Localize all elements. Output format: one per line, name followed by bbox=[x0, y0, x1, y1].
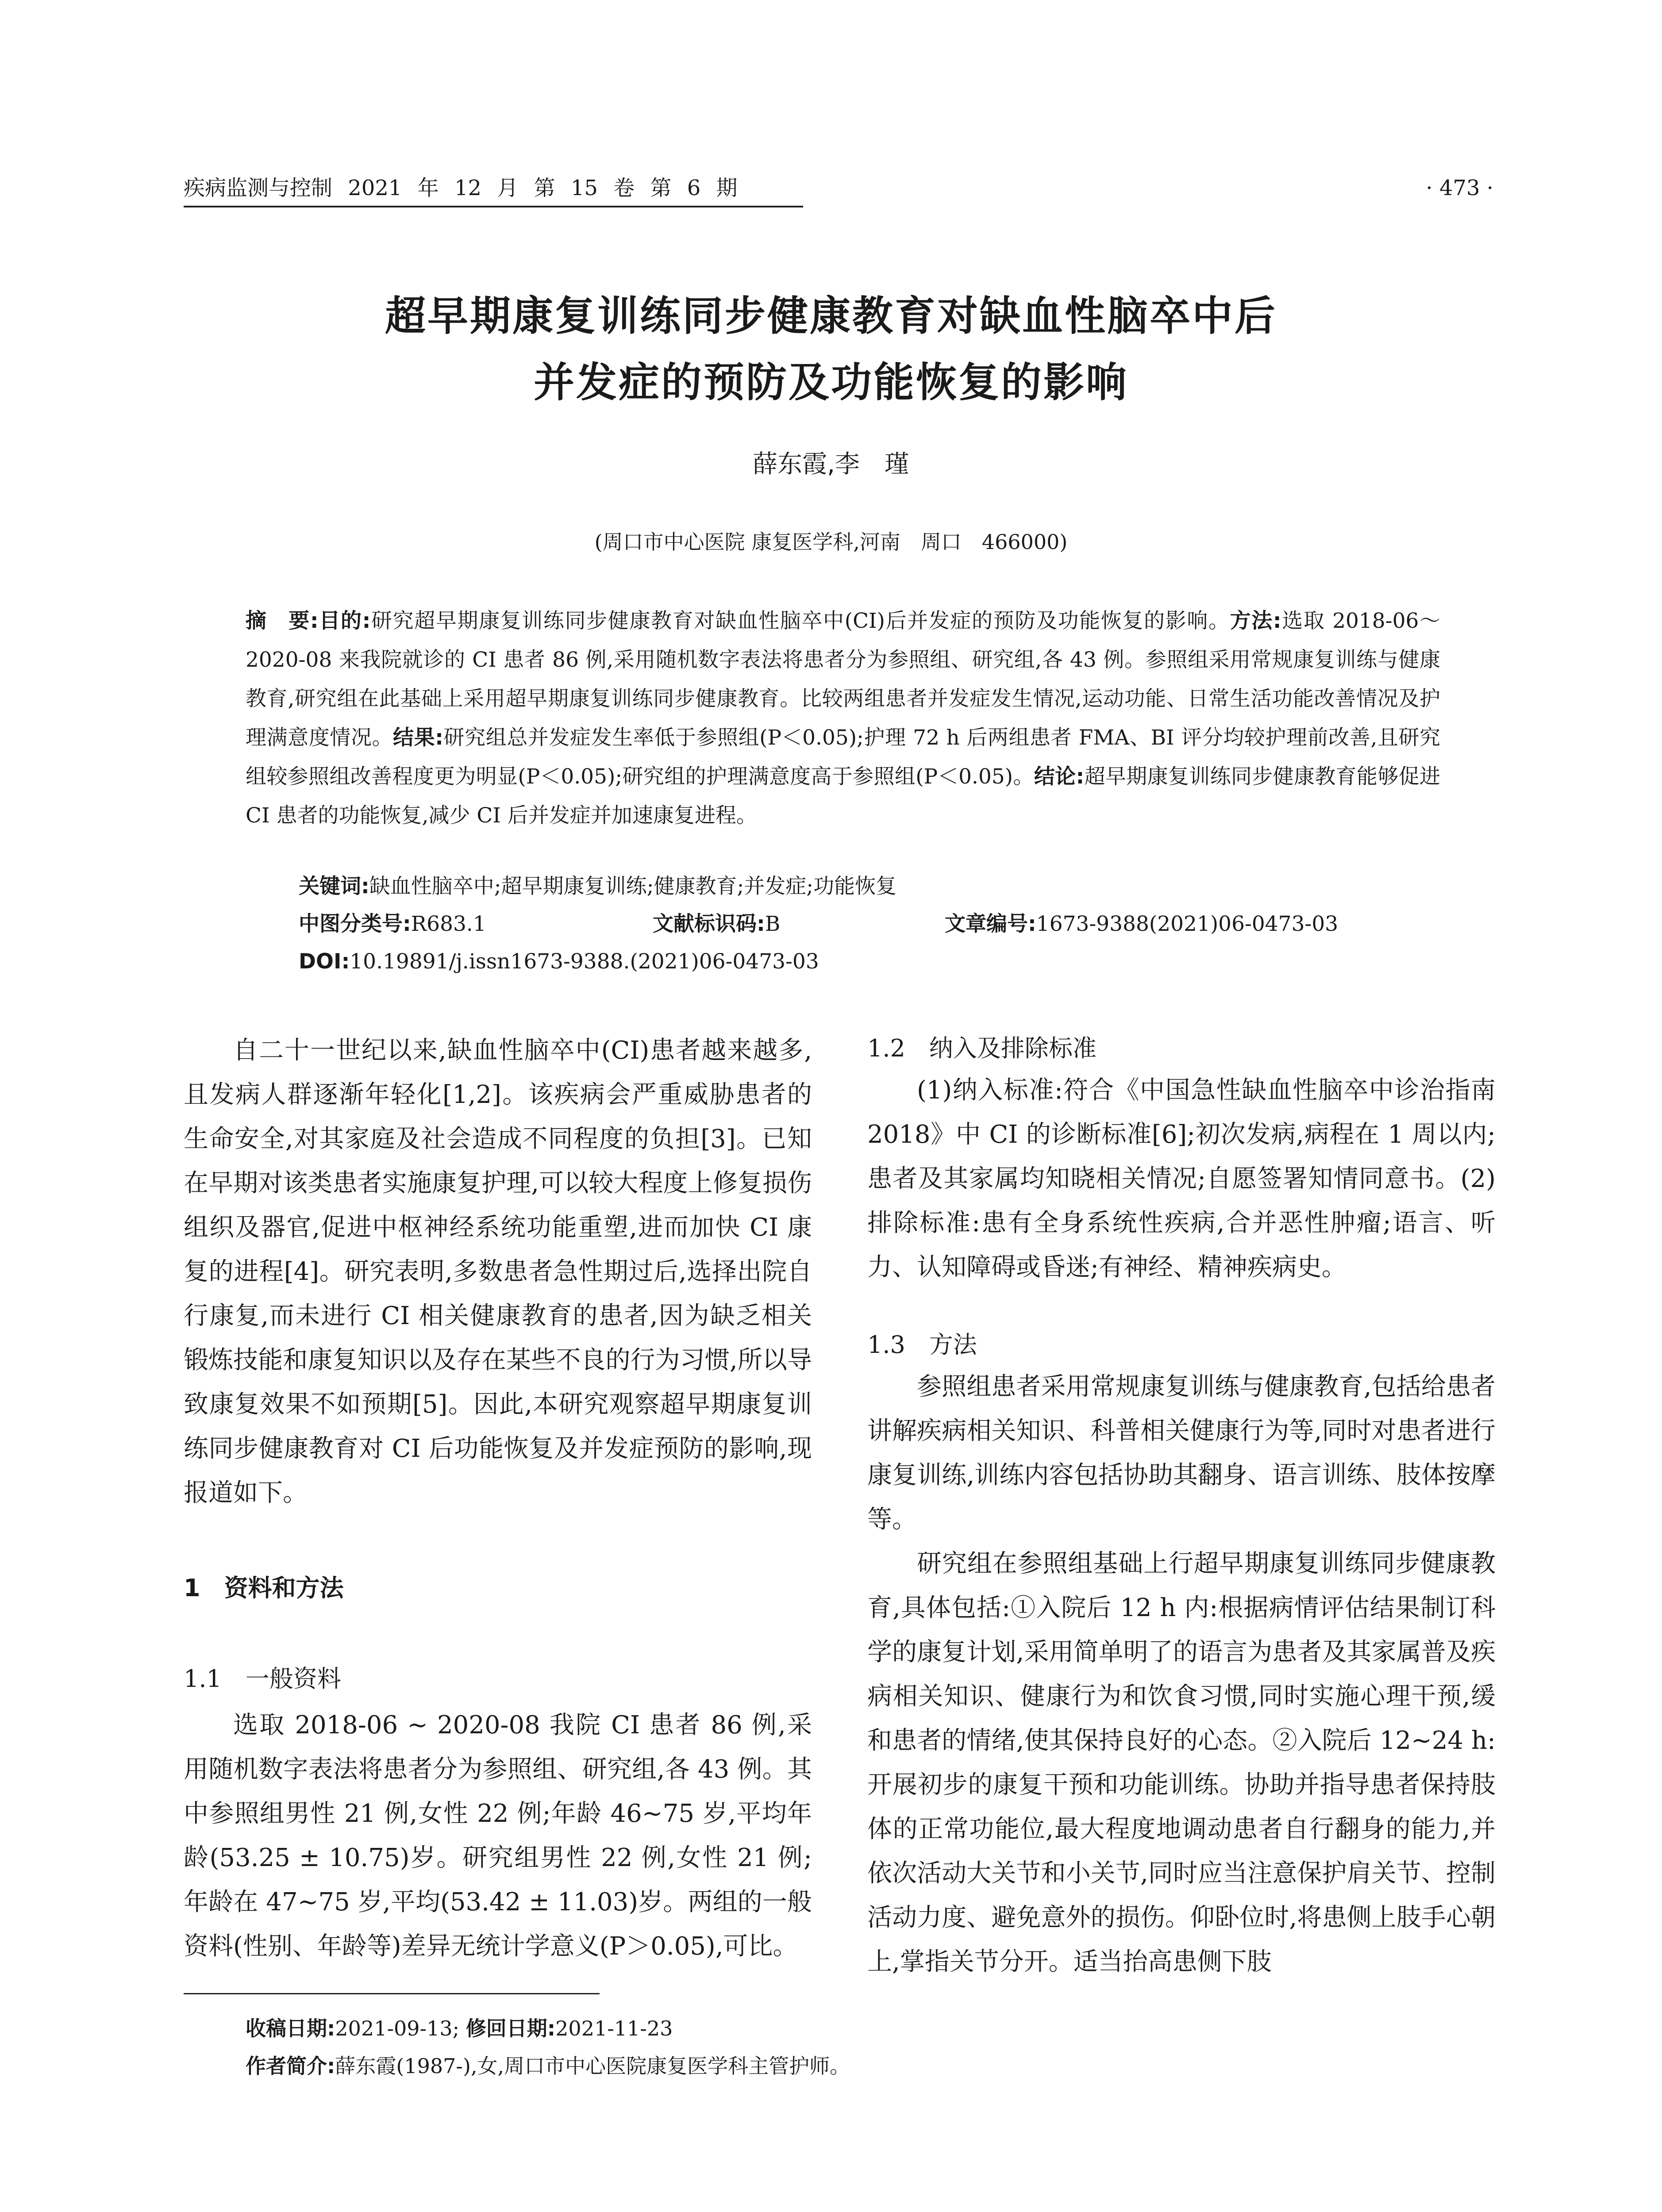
document-code bbox=[653, 905, 780, 944]
journal-info bbox=[184, 175, 803, 207]
authors: 薛东霞,李 瑾 bbox=[753, 450, 909, 479]
methods-paragraphs bbox=[867, 1365, 1496, 1984]
affiliation: (周口市中心医院 康复医学科,河南 周口 466000) bbox=[594, 530, 1068, 554]
general-data-paragraph bbox=[184, 1703, 812, 1969]
doi bbox=[299, 942, 819, 981]
subsection-heading-1-2: 1.2 纳入及排除标准 bbox=[867, 1034, 1096, 1062]
issue-date: 2021 年 12 月 bbox=[348, 176, 519, 200]
conclusion-text: 超早期康复训练同步健康教育能够促进 CI 患者的功能恢复,减少 CI 后并发症并加速康复进程。 bbox=[246, 764, 1440, 828]
intro-paragraph bbox=[184, 1029, 812, 1515]
page-number: · 473 · bbox=[1426, 176, 1493, 200]
received-date: 2021-09-13; bbox=[335, 2016, 460, 2040]
doi-label: DOI: bbox=[299, 949, 350, 974]
title-line-2: 并发症的预防及功能恢复的影响 bbox=[533, 359, 1128, 406]
objective-label: 目的: bbox=[318, 609, 371, 633]
results-text: 研究组总并发症发生率低于参照组(P＜0.05);护理 72 h 后两组患者 FMA、BI 评分均较护理前改善,且研究组较参照组改善程度更为明显(P＜0.05);研究组的护理满意度高于参照组(P＜0.05)。 bbox=[246, 726, 1441, 789]
abstract bbox=[246, 602, 1440, 835]
keywords-text: 缺血性脑卒中;超早期康复训练;健康教育;并发症;功能恢复 bbox=[369, 874, 897, 899]
article-no-label: 文章编号: bbox=[945, 912, 1036, 936]
section-heading-1: 1 资料和方法 bbox=[184, 1574, 344, 1602]
article-no-value: 1673-9388(2021)06-0473-03 bbox=[1036, 912, 1339, 936]
article-number bbox=[945, 905, 1338, 944]
abstract-label: 摘 要: bbox=[246, 609, 319, 633]
general-data-text: 选取 2018-06 ~ 2020-08 我院 CI 患者 86 例,采用随机数字表法将患者分为参照组、研究组,各 43 例。其中参照组男性 21 例,女性 22 例;年龄 46~75 岁,平均年龄(53.25 ± 10.75)岁。研究组男性 22 例,女性 21 例;年龄在 47~75 岁,平均(53.42 ± 11.03)岁。两组的一般资料(性别、年龄等)差异无统计学意义(P＞0.05),可比。 bbox=[184, 1711, 812, 1961]
objective-text: 研究超早期康复训练同步健康教育对缺血性脑卒中(CI)后并发症的预防及功能恢复的影响。 bbox=[370, 609, 1230, 633]
volume: 第 15 卷 bbox=[534, 176, 635, 200]
running-header bbox=[184, 175, 1493, 215]
received-dates bbox=[246, 2011, 673, 2046]
doc-code-value: B bbox=[765, 912, 781, 936]
criteria-text: (1)纳入标准:符合《中国急性缺血性脑卒中诊治指南 2018》中 CI 的诊断标准[6];初次发病,病程在 1 周以内;患者及其家属均知晓相关情况;自愿签署知情同意书。(2)排除标准:患有全身系统性疾病,合并恶性肿瘤;语言、听力、认知障碍或昏迷;有神经、精神疾病史。 bbox=[867, 1076, 1496, 1282]
article-metadata bbox=[299, 905, 1440, 944]
criteria-paragraph bbox=[867, 1068, 1496, 1290]
author-bio-text: 薛东霞(1987-),女,周口市中心医院康复医学科主管护师。 bbox=[335, 2054, 850, 2078]
classification bbox=[299, 905, 486, 944]
journal-name: 疾病监测与控制 bbox=[184, 176, 333, 200]
intro-text: 自二十一世纪以来,缺血性脑卒中(CI)患者越来越多,且发病人群逐渐年轻化[1,2]。该疾病会严重威胁患者的生命安全,对其家庭及社会造成不同程度的负担[3]。已知在早期对该类患者实施康复护理,可以较大程度上修复损伤组织及器官,促进中枢神经系统功能重塑,进而加快 CI 康复的进程[4]。研究表明,多数患者急性期过后,选择出院自行康复,而未进行 CI 相关健康教育的患者,因为缺乏相关锻炼技能和康复知识以及存在某些不良的行为习惯,所以导致康复效果不如预期[5]。因此,本研究观察超早期康复训练同步健康教育对 CI 后功能恢复及并发症预防的影响,现报道如下。 bbox=[184, 1036, 812, 1507]
keywords-label: 关键词: bbox=[299, 874, 369, 899]
doi-value: 10.19891/j.issn1673-9388.(2021)06-0473-03 bbox=[350, 949, 819, 974]
footnote-divider bbox=[184, 1993, 600, 1994]
received-label: 收稿日期: bbox=[246, 2016, 335, 2040]
issue: 第 6 期 bbox=[650, 176, 738, 200]
conclusion-label: 结论: bbox=[1034, 764, 1085, 789]
article-title bbox=[0, 283, 1662, 416]
classification-label: 中图分类号: bbox=[299, 912, 411, 936]
revised-date: 2021-11-23 bbox=[555, 2016, 673, 2040]
methods-text: 选取 2018-06～2020-08 来我院就诊的 CI 患者 86 例,采用随机数字表法将患者分为参照组、研究组,各 43 例。参照组采用常规康复训练与健康教育,研究组在此基础上采用超早期康复训练同步健康教育。比较两组患者并发症发生情况,运动功能、日常生活功能改善情况及护理满意度情况。 bbox=[246, 609, 1441, 750]
title-line-1: 超早期康复训练同步健康教育对缺血性脑卒中后 bbox=[385, 292, 1277, 340]
revised-label: 修回日期: bbox=[466, 2016, 556, 2040]
subsection-heading-1-3: 1.3 方法 bbox=[867, 1331, 977, 1359]
methods-paragraph-1: 参照组患者采用常规康复训练与健康教育,包括给患者讲解疾病相关知识、科普相关健康行为等,同时对患者进行康复训练,训练内容包括协助其翻身、语言训练、肢体按摩等。 bbox=[867, 1372, 1496, 1534]
results-label: 结果: bbox=[393, 726, 443, 750]
methods-label: 方法: bbox=[1230, 609, 1281, 633]
methods-paragraph-2: 研究组在参照组基础上行超早期康复训练同步健康教育,具体包括:①入院后 12 h 内:根据病情评估结果制订科学的康复计划,采用简单明了的语言为患者及其家属普及疾病相关知识、健康行为和饮食习惯,同时实施心理干预,缓和患者的情绪,使其保持良好的心态。②入院后 12~24 h:开展初步的康复干预和功能训练。协助并指导患者保持肢体的正常功能位,最大程度地调动患者自行翻身的能力,并依次活动大关节和小关节,同时应当注意保护肩关节、控制活动力度、避免意外的损伤。仰卧位时,将患侧上肢手心朝上,掌指关节分开。适当抬高患侧下肢 bbox=[867, 1549, 1496, 1976]
doc-code-label: 文献标识码: bbox=[653, 912, 765, 936]
subsection-heading-1-1: 1.1 一般资料 bbox=[184, 1665, 341, 1693]
author-bio-label: 作者简介: bbox=[246, 2054, 335, 2078]
keywords bbox=[299, 867, 1440, 906]
classification-value: R683.1 bbox=[411, 912, 486, 936]
author-bio bbox=[246, 2048, 850, 2084]
